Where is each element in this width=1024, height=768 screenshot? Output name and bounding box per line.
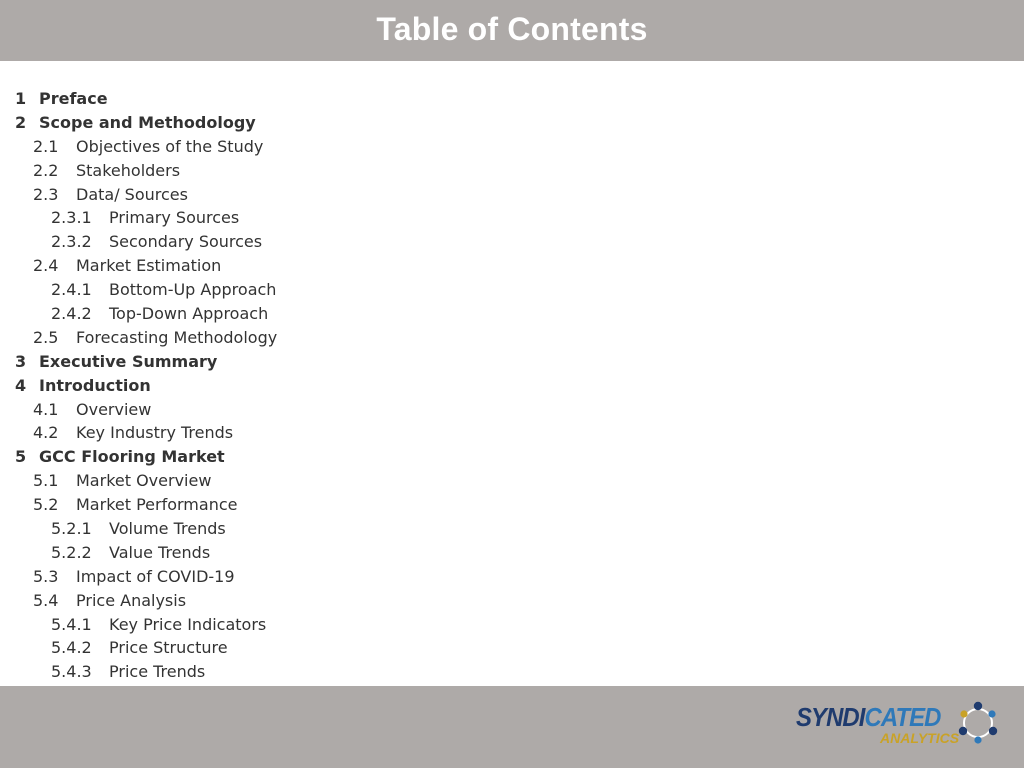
toc-entry[interactable] <box>0 589 600 613</box>
toc-entry-label: Key Price Indicators <box>109 614 267 634</box>
toc-entry[interactable] <box>0 206 600 230</box>
toc-entry[interactable] <box>0 183 600 207</box>
toc-entry[interactable] <box>0 135 600 159</box>
toc-entry[interactable] <box>0 541 600 565</box>
toc-entry[interactable] <box>0 660 600 684</box>
toc-entry[interactable] <box>0 254 600 278</box>
toc-entry-number: 2.4 <box>33 256 59 276</box>
table-of-contents <box>0 87 600 684</box>
toc-entry[interactable] <box>0 350 600 374</box>
toc-entry-label: Market Overview <box>76 471 212 491</box>
toc-entry-number: 2.5 <box>33 327 59 347</box>
toc-entry[interactable] <box>0 445 600 469</box>
toc-entry-label: Value Trends <box>109 542 211 562</box>
toc-entry[interactable] <box>0 565 600 589</box>
molecule-ring-icon <box>956 700 1000 746</box>
page-title: Table of Contents <box>376 11 648 47</box>
toc-entry-number: 2.1 <box>33 136 59 156</box>
toc-entry-number: 5 <box>15 447 27 467</box>
toc-entry[interactable] <box>0 302 600 326</box>
toc-entry[interactable] <box>0 374 600 398</box>
toc-entry[interactable] <box>0 517 600 541</box>
header-bar <box>0 0 1024 61</box>
toc-entry[interactable] <box>0 278 600 302</box>
toc-entry-label: Price Structure <box>109 638 228 658</box>
toc-entry-label: Introduction <box>39 375 151 395</box>
toc-entry-number: 5.4 <box>33 590 59 610</box>
toc-entry-number: 2.4.2 <box>51 304 92 324</box>
logo-wordmark <box>796 702 941 733</box>
logo-subword: ANALYTICS <box>880 730 960 746</box>
toc-entry-label: GCC Flooring Market <box>39 447 225 467</box>
toc-entry-label: Bottom-Up Approach <box>109 280 277 300</box>
toc-entry[interactable] <box>0 493 600 517</box>
toc-entry-number: 5.2 <box>33 495 59 515</box>
company-logo <box>794 700 1004 760</box>
logo-word-main: SYNDI <box>796 702 865 732</box>
toc-entry-label: Market Estimation <box>76 256 222 276</box>
toc-entry-number: 5.4.2 <box>51 638 92 658</box>
toc-entry-number: 4 <box>15 375 27 395</box>
toc-entry-label: Stakeholders <box>76 160 181 180</box>
toc-entry[interactable] <box>0 111 600 135</box>
toc-entry[interactable] <box>0 87 600 111</box>
toc-entry-number: 5.2.2 <box>51 542 92 562</box>
toc-entry[interactable] <box>0 636 600 660</box>
toc-entry-label: Data/ Sources <box>76 184 188 204</box>
toc-entry-number: 4.2 <box>33 423 59 443</box>
toc-entry-label: Scope and Methodology <box>39 112 256 132</box>
toc-entry[interactable] <box>0 326 600 350</box>
toc-entry-number: 5.3 <box>33 566 59 586</box>
toc-entry-label: Market Performance <box>76 495 238 515</box>
toc-entry-number: 2.3.2 <box>51 232 92 252</box>
toc-entry-label: Secondary Sources <box>109 232 263 252</box>
toc-entry-number: 5.4.1 <box>51 614 92 634</box>
toc-entry-number: 3 <box>15 351 27 371</box>
toc-entry-label: Volume Trends <box>109 519 226 539</box>
toc-entry[interactable] <box>0 230 600 254</box>
toc-entry-number: 5.2.1 <box>51 519 92 539</box>
toc-entry-label: Top-Down Approach <box>109 304 269 324</box>
toc-entry-number: 2.3.1 <box>51 208 92 228</box>
toc-entry-label: Forecasting Methodology <box>76 327 278 347</box>
toc-entry-label: Price Trends <box>109 662 206 682</box>
logo-word-accent: CATED <box>864 702 941 732</box>
toc-entry[interactable] <box>0 398 600 422</box>
toc-entry-label: Overview <box>76 399 152 419</box>
toc-entry-number: 2.2 <box>33 160 59 180</box>
toc-entry-number: 2.4.1 <box>51 280 92 300</box>
toc-entry-number: 5.1 <box>33 471 59 491</box>
toc-entry-number: 2 <box>15 112 27 132</box>
toc-entry-label: Impact of COVID-19 <box>76 566 235 586</box>
footer-bar <box>0 686 1024 768</box>
toc-entry-number: 4.1 <box>33 399 59 419</box>
toc-entry-number: 2.3 <box>33 184 59 204</box>
toc-entry-label: Price Analysis <box>76 590 187 610</box>
toc-entry-label: Objectives of the Study <box>76 136 264 156</box>
toc-entry-number: 1 <box>15 89 27 108</box>
toc-entry[interactable] <box>0 421 600 445</box>
toc-entry[interactable] <box>0 469 600 493</box>
toc-entry-label: Preface <box>39 89 108 108</box>
toc-entry[interactable] <box>0 613 600 637</box>
toc-entry-number: 5.4.3 <box>51 662 92 682</box>
toc-entry[interactable] <box>0 159 600 183</box>
toc-entry-label: Key Industry Trends <box>76 423 234 443</box>
toc-entry-label: Primary Sources <box>109 208 240 228</box>
toc-entry-label: Executive Summary <box>39 351 218 371</box>
